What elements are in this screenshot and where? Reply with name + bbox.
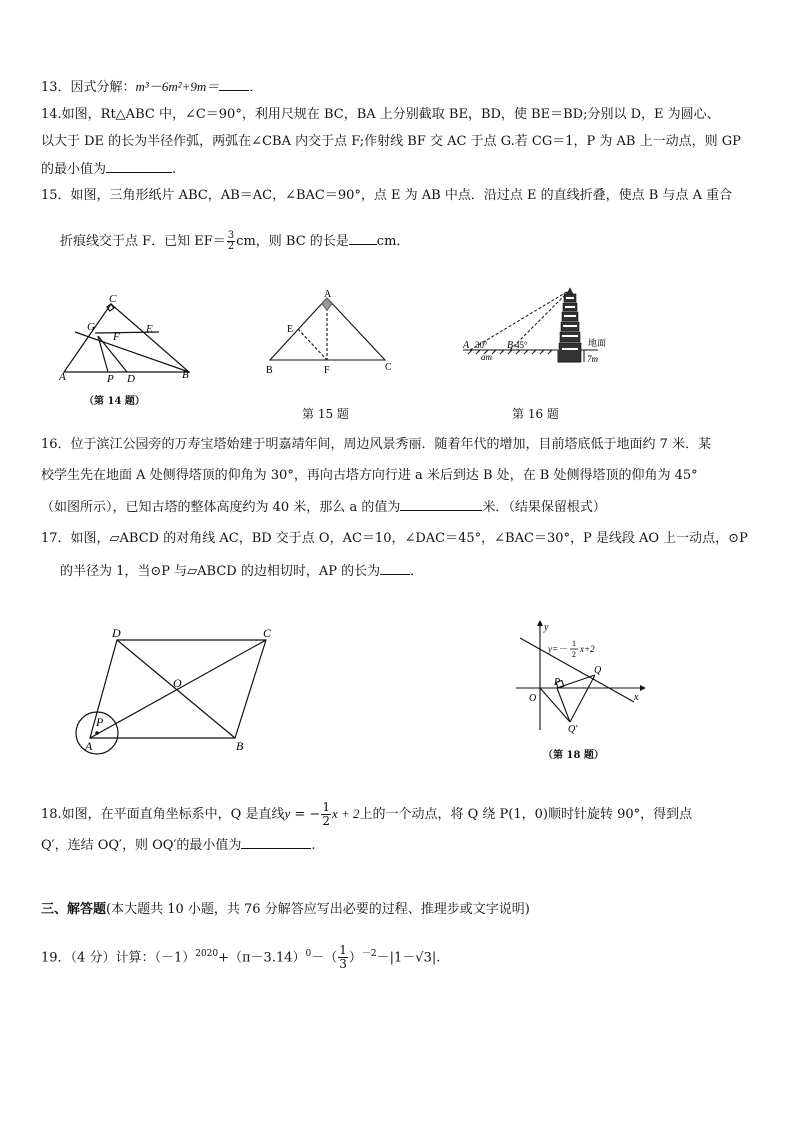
q18-pre: 18.如图，在平面直角坐标系中，Q 是直线 [41,807,285,822]
q17-line2-end: ． [410,564,424,579]
fig17-label-O: O [173,676,182,690]
q17-line1: 17．如图，▱ABCD 的对角线 AC，BD 交于点 O，AC＝10，∠DAC＝45°，∠BAC＝30°，P 是线段 AO 上一动点，⊙P [41,531,748,546]
fig18-label-x: x [634,692,639,703]
q17-answer-blank[interactable] [380,562,410,575]
q19-mid3: ） [348,950,362,966]
q19-exp1: 2020 [195,949,219,959]
fig16-label-45: 45° [515,340,528,350]
fig16-label-30: 30° [475,340,488,350]
q16-line3 [41,498,606,517]
fig14-label-P: P [107,373,114,385]
fig16-label-ground: 地面 [588,338,607,348]
q18-line2-end: . [311,838,316,853]
fig17-label-D: D [112,626,121,640]
fig18-label-Qprime: Q′ [568,724,578,735]
fig16-label-am: am [481,352,492,362]
fig14-ray-bf [75,332,189,372]
fig15-label-E: E [287,324,294,335]
q13-suffix: ． [249,80,263,95]
fig14-caption: （第 14 题） [84,396,145,407]
q16-line3-end: 米．（结果保留根式） [482,500,606,515]
q18-eq-post: x + 2 [331,806,360,821]
q15-fraction [227,231,235,252]
q18-eq-num: 1 [322,800,330,814]
fig17-label-C: C [263,626,272,640]
q18-eq-fraction [321,801,331,828]
q15-line1: 15．如图，三角形纸片 ABC，AB＝AC，∠BAC＝90°，点 E 为 AB 中点．沿过点 E 的直线折叠，使点 B 与点 A 重合 [41,188,733,203]
fig18-eq-post: x+2 [580,644,595,654]
q18-answer-blank[interactable] [241,836,311,849]
fig17-label-P: P [96,715,104,729]
fig15-label-A: A [324,290,332,300]
fig15-label-C: C [385,362,392,373]
q18-eq-den: 2 [322,814,330,828]
q17-line2 [60,562,423,581]
section3-title: 三、解答题 [41,902,107,917]
q19-frac-num: 1 [339,943,347,958]
q13-expression: m³－6m²+9m＝ [135,79,220,94]
q16-line3-text: （如图所示），已知古塔的整体高度约为 40 米，那么 a 的值为 [41,500,401,515]
q19-line [41,940,440,972]
q15-frac-num: 3 [227,230,235,241]
q19-exp3: －2 [361,949,377,959]
q15-frac-den: 2 [227,241,235,252]
figure-14 [55,292,205,388]
q15-line2 [60,230,409,254]
q13-prefix: 13．因式分解： [41,80,136,95]
q15-line2-end: cm． [376,234,410,249]
q17-line2-text: 的半径为 1，当⊙P 与▱ABCD 的边相切时，AP 的长为 [60,564,381,579]
fig14-label-F: F [113,331,120,343]
fig16-label-7m: 7m [587,354,598,364]
q14-line3-end: . [172,162,177,177]
fig18-y-arrow [537,620,543,626]
fig17-point-p [95,731,99,735]
fig15-fold-ef [298,329,327,360]
q15-answer-blank[interactable] [349,232,377,245]
q14-line2: 以大于 DE 的长为半径作弧，两弧在∠CBA 内交于点 F;作射线 BF 交 AC 于点 G.若 CG＝1，P 为 AB 上一动点，则 GP [41,134,741,149]
q16-answer-blank[interactable] [400,498,482,511]
q14-line3-text: 的最小值为 [41,162,107,177]
fig18-label-Q: Q [594,665,602,676]
q19-fraction [338,944,348,971]
fig15-caption: 第 15 题 [302,407,349,421]
q18-line1 [41,800,692,829]
figure-17 [70,620,300,760]
fig14-label-G: G [87,321,95,333]
q18-eq-eq: = − [290,807,321,822]
figure-16 [458,282,618,376]
fig16-caption: 第 16 题 [512,407,559,421]
q13-line [41,78,262,97]
fig18-caption: （第 18 题） [543,750,604,761]
q19-end: －|1－√3|. [376,950,441,966]
q15-line2-mid: cm，则 BC 的长是 [236,234,349,249]
fig18-x-arrow [640,685,646,691]
q14-line1: 14.如图，Rt△ABC 中，∠C＝90°，利用尺规在 BC，BA 上分别截取 BE，BD，使 BE＝BD;分别以 D，E 为圆心、 [41,107,720,122]
q15-line2-pre: 折痕线交于点 F．已知 EF＝ [60,234,226,249]
fig15-label-B: B [266,365,273,376]
q18-post: 上的一个动点，将 Q 绕 P(1，0)顺时针旋转 90°，得到点 [359,807,693,822]
section3-heading [41,901,530,919]
fig18-eq-den: 2 [572,650,576,659]
fig14-triangle [64,304,189,372]
fig17-label-B: B [236,739,244,753]
section3-desc: (本大题共 10 小题，共 76 分解答应写出必要的过程、推理步或文字说明) [106,902,530,917]
fig18-eq-pre: y=－ [548,644,568,654]
fig14-label-D: D [127,373,135,385]
fig16-label-B: B [507,340,514,351]
fig14-label-A: A [59,371,66,383]
fig18-label-P: P [554,677,561,688]
fig18-label-y: y [544,622,549,633]
q19-frac-den: 3 [339,957,347,972]
q19-mid1: +（π－3.14） [218,950,306,966]
q18-line2-text: Q′，连结 OQ′，则 OQ′的最小值为 [41,838,242,853]
fig17-label-A: A [85,739,93,753]
q13-answer-blank[interactable] [219,78,249,91]
q19-mid2: －（ [311,950,338,966]
fig16-label-A: A [463,340,470,351]
q16-line1: 16．位于滨江公园旁的万寿宝塔始建于明嘉靖年间，周边风景秀丽．随着年代的增加，目前塔底低于地面约 7 米．某 [41,437,712,452]
fig18-segment-pq2 [557,688,570,722]
fig14-label-C: C [109,293,117,305]
q14-line3 [41,160,176,179]
fig18-eq-num: 1 [572,639,576,648]
q18-line2 [41,836,316,855]
figure-15 [262,290,402,380]
fig14-label-E: E [146,323,153,335]
q18-eq-y: y [284,806,291,821]
q19-pre: 19．（4 分）计算：（－1） [41,950,196,966]
figure-18 [512,618,660,738]
q19-exp2: 0 [305,949,312,959]
fig14-label-B: B [182,369,189,381]
fig15-label-F: F [324,365,330,376]
q14-answer-blank[interactable] [106,160,172,173]
q16-line2: 校学生先在地面 A 处侧得塔顶的仰角为 30°，再向古塔方向行进 a 米后到达 B 处，在 B 处侧得塔顶的仰角为 45° [41,468,698,483]
fig18-line [520,638,634,702]
fig18-label-O: O [529,693,537,704]
fig18-segment-oq2 [540,688,570,722]
